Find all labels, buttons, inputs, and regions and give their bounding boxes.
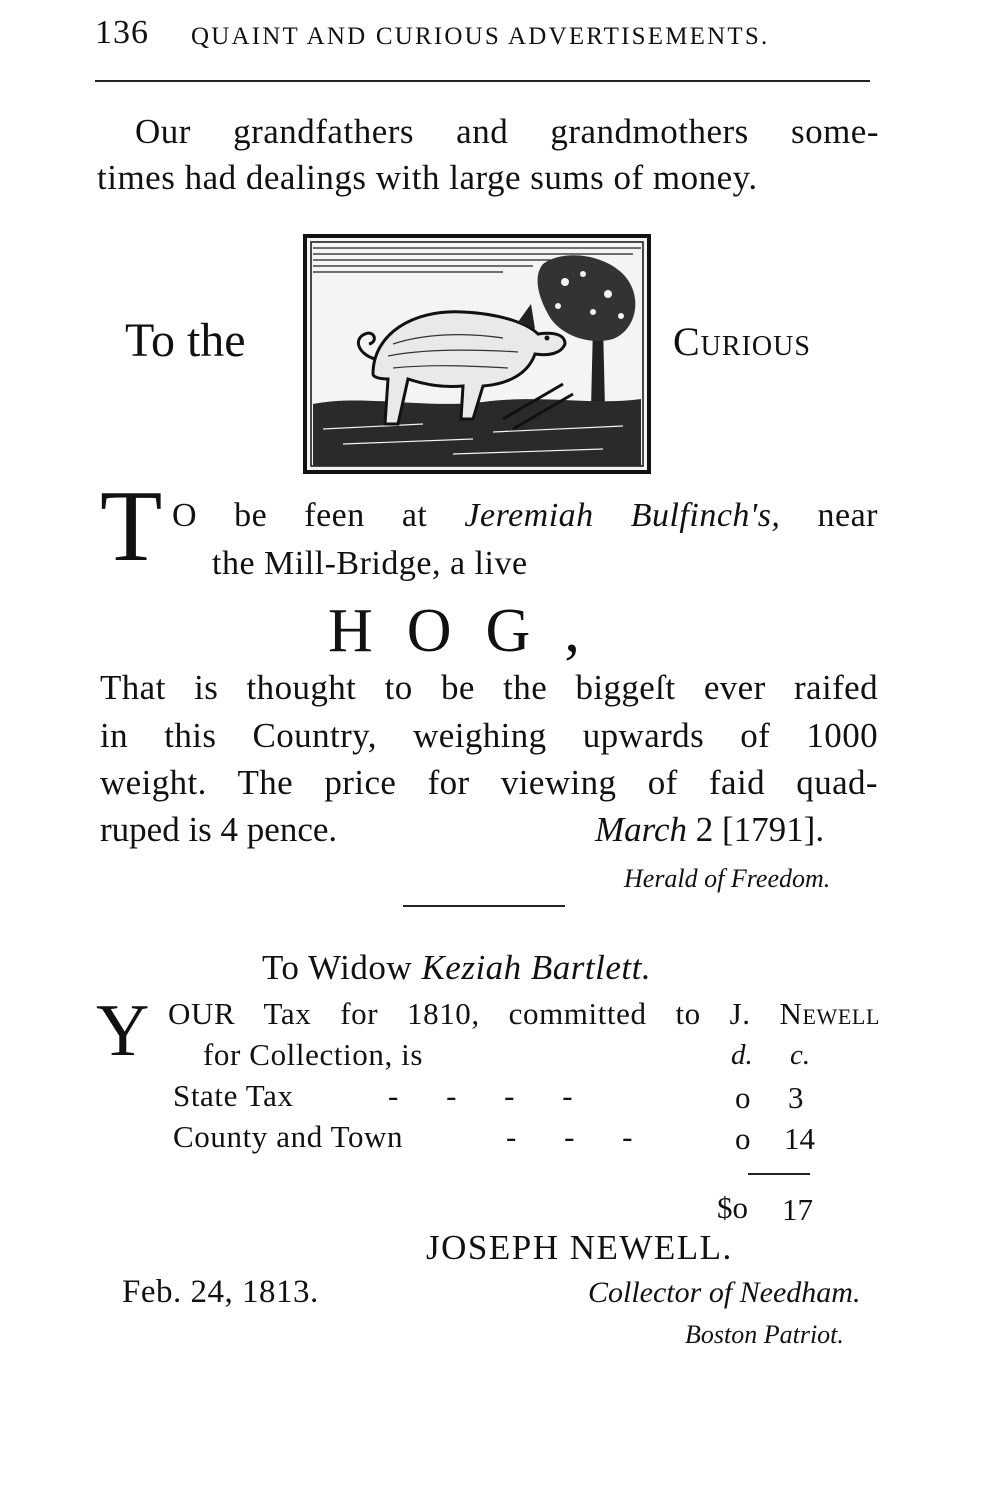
header-rule xyxy=(95,80,870,82)
ad-line-1-name: Jeremiah Bulfinch's, xyxy=(464,497,781,534)
tax-row-dollars: o xyxy=(735,1080,751,1115)
column-header-dollars: d. xyxy=(731,1039,753,1071)
ad-date-rest: 2 [1791]. xyxy=(695,810,825,849)
tax-row-label: State Tax xyxy=(173,1078,294,1113)
section-divider xyxy=(403,905,565,907)
notice-heading xyxy=(262,948,651,988)
notice-heading-prefix: To Widow xyxy=(262,948,413,987)
page-number: 136 xyxy=(95,14,149,51)
tax-line-1 xyxy=(168,996,880,1032)
total-cents: 17 xyxy=(782,1192,813,1227)
ad-body-line-4: ruped is 4 pence. xyxy=(100,810,338,849)
running-title: QUAINT AND CURIOUS ADVERTISEMENTS. xyxy=(191,23,770,50)
drop-cap-y: Y xyxy=(96,990,150,1072)
ad-date-month: March xyxy=(595,810,688,849)
tax-row-dollars: o xyxy=(735,1121,751,1156)
tax-row-cents: 3 xyxy=(788,1080,804,1115)
hog-woodcut-icon xyxy=(303,234,651,474)
column-header-cents: c. xyxy=(790,1039,811,1071)
ad-body-line-2: in this Country, weighing upwards of 1000 xyxy=(100,716,878,755)
ad-body-line-3: weight. The price for viewing of faid quad- xyxy=(100,763,878,802)
drop-cap-t: T xyxy=(100,470,163,583)
hog-title: HOG, xyxy=(328,597,614,665)
intro-line-1: Our grandfathers and grandmothers some- xyxy=(135,112,879,151)
notice-heading-name: Keziah Bartlett. xyxy=(421,948,652,987)
total-dollars: $o xyxy=(717,1190,748,1225)
tax-line-2: for Collection, is xyxy=(203,1037,424,1072)
ad-line-2: the Mill-Bridge, a live xyxy=(212,545,528,582)
sum-rule xyxy=(748,1173,810,1175)
ad-source: Herald of Freedom. xyxy=(624,864,831,893)
collector-name: JOSEPH NEWELL. xyxy=(426,1228,733,1267)
intro-line-2: times had dealings with large sums of money. xyxy=(97,158,758,197)
notice-source: Boston Patriot. xyxy=(685,1320,844,1349)
tax-row-leader: - - - - xyxy=(388,1078,573,1113)
tax-line-1-main: OUR Tax for 1810, committed to J. xyxy=(168,996,751,1031)
notice-date: Feb. 24, 1813. xyxy=(122,1274,319,1310)
ad-line-1-prefix: O be feen at xyxy=(172,497,428,534)
ad-body-line-1: That is thought to be the biggeſt ever raifed xyxy=(100,668,878,707)
tax-row-leader: - - - xyxy=(506,1119,633,1154)
tax-row-label: County and Town xyxy=(173,1119,404,1154)
tax-row-cents: 14 xyxy=(784,1121,815,1156)
ad-heading-left: To the xyxy=(125,314,246,367)
ad-heading-right: Curious xyxy=(673,319,811,364)
ad-line-1 xyxy=(172,497,878,535)
ad-date xyxy=(595,810,824,850)
collector-title: Collector of Needham. xyxy=(588,1276,861,1309)
tax-line-1-name: Newell xyxy=(779,996,880,1031)
ad-line-1-suffix: near xyxy=(817,497,879,534)
